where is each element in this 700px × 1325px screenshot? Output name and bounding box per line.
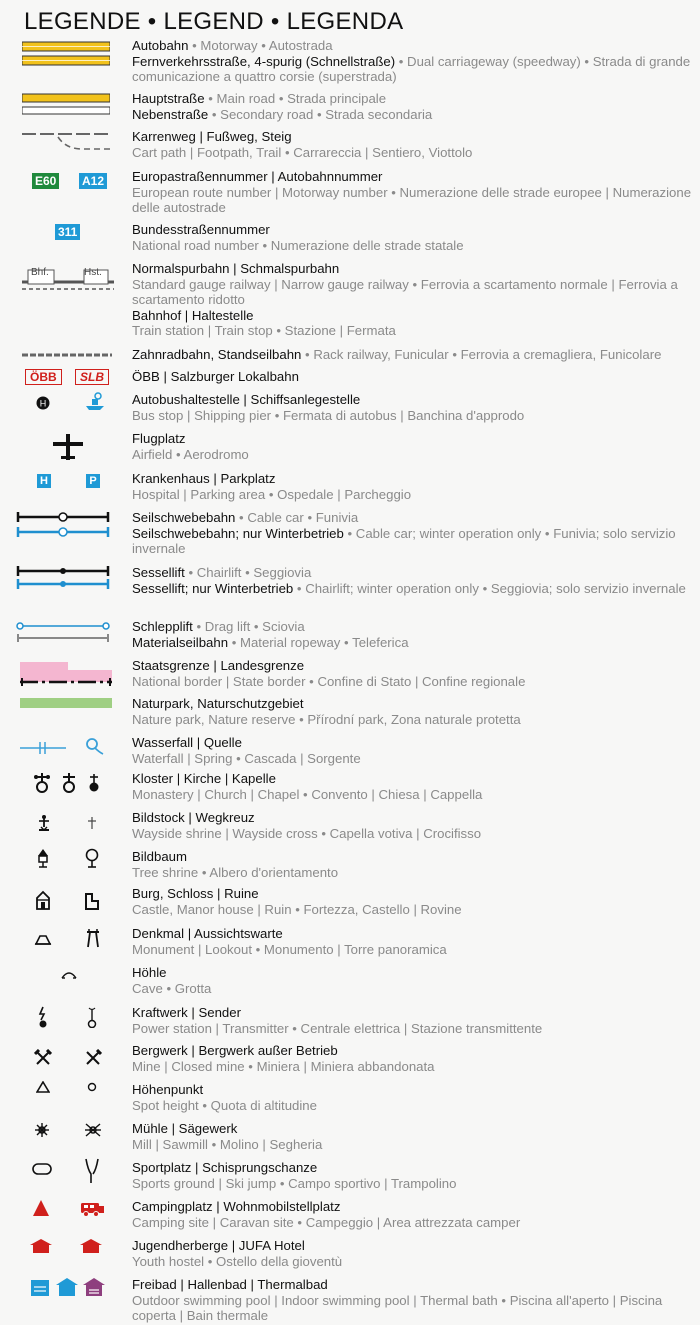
german-term: Kloster | Kirche | Kapelle [132, 771, 276, 786]
legend-entry-camping [132, 1199, 692, 1230]
german-term: Bundesstraßennummer [132, 222, 270, 237]
outdoor-pool-icon [30, 1279, 50, 1297]
chapel-icon [85, 772, 103, 794]
wayside-shrine-icon [36, 814, 52, 832]
legend-entry-drag-lift [132, 619, 692, 650]
bus-stop-icon [36, 396, 50, 410]
legend-entry-route-number [132, 169, 692, 216]
german-term: Bergwerk | Bergwerk außer Betrieb [132, 1043, 338, 1058]
legend-entry-airfield [132, 431, 692, 462]
motorway-number-badge [79, 173, 107, 189]
legend-entry-tree-shrine [132, 849, 692, 880]
translation-text: Nature park, Nature reserve • Přírodní park, Zona naturale protetta [132, 711, 521, 727]
translation-text: Power station | Transmitter • Centrale elettrica | Stazione transmittente [132, 1020, 543, 1036]
legend-entry-swimming-pool [132, 1277, 692, 1324]
airfield-icon [52, 432, 84, 462]
german-term: Campingplatz | Wohnmobilstellplatz [132, 1199, 341, 1214]
legend-title: LEGENDE • LEGEND • LEGENDA [24, 8, 404, 35]
legend-entry-bus-stop [132, 392, 692, 423]
german-term: Materialseilbahn [132, 634, 229, 650]
german-term: Seilschwebebahn; nur Winterbetrieb [132, 525, 344, 541]
german-term: Autobushaltestelle | Schiffsanlegestelle [132, 392, 361, 407]
svg-text:H: H [39, 398, 47, 409]
translation-text: National road number • Numerazione delle strade statale [132, 237, 464, 253]
german-term: Schlepplift [132, 619, 193, 634]
station-label: Bhf. [31, 267, 49, 278]
translation-text: • Dual carriageway (speedway) • Strada di grande comunicazione a quattro corsie (superstrada) [132, 53, 691, 85]
german-term: Mühle | Sägewerk [132, 1121, 238, 1136]
legend-entry-sports-ground [132, 1160, 692, 1191]
shipping-pier-icon [84, 392, 106, 412]
translation-text: • Main road • Strada principale [204, 91, 387, 106]
german-term: ÖBB | Salzburger Lokalbahn [132, 369, 299, 384]
german-term: Fernverkehrsstraße, 4-spurig (Schnellstraße) [132, 53, 396, 69]
monument-icon [34, 932, 52, 946]
german-term: Bildbaum [132, 849, 187, 864]
indoor-pool-icon [55, 1277, 79, 1297]
german-term: Höhle [132, 965, 167, 980]
mill-icon [34, 1122, 50, 1138]
power-station-icon [36, 1006, 50, 1028]
german-term: Bahnhof | Haltestelle [132, 307, 254, 323]
german-term: Burg, Schloss | Ruine [132, 886, 259, 901]
spot-height-triangle-icon [36, 1081, 50, 1093]
mine-icon [34, 1049, 52, 1067]
german-term: Höhenpunkt [132, 1082, 204, 1097]
tree-shrine-icon [36, 848, 50, 868]
translation-text: Castle, Manor house | Ruin • Fortezza, Castello | Rovine [132, 901, 462, 917]
caravan-site-icon [80, 1201, 106, 1217]
legend-entry-waterfall [132, 735, 692, 766]
translation-text: National border | State border • Confine di Stato | Confine regionale [132, 673, 526, 689]
legend-entry-wayside-shrine [132, 810, 692, 841]
legend-entry-spot-height [132, 1082, 692, 1113]
translation-text: • Material ropeway • Teleferica [228, 634, 409, 650]
legend-entry-cable-car [132, 510, 692, 557]
label: 311 [55, 224, 80, 240]
waterfall-icon [20, 740, 68, 756]
obb-logo [25, 369, 62, 385]
legend-entry-railway [132, 261, 692, 339]
german-term: Bildstock | Wegkreuz [132, 810, 255, 825]
german-term: Europastraßennummer | Autobahnnummer [132, 169, 383, 184]
cart-path-symbol [22, 129, 112, 155]
legend-entry-rack-railway [132, 347, 692, 363]
translation-text: Mill | Sawmill • Molino | Segheria [132, 1136, 323, 1152]
label: E60 [32, 173, 59, 189]
slb-logo [75, 369, 109, 385]
lookout-tower-icon [86, 928, 100, 948]
german-term: Sessellift; nur Winterbetrieb [132, 580, 294, 596]
legend-entry-power-station [132, 1005, 692, 1036]
label: P [86, 474, 100, 488]
translation-text: • Secondary road • Strada secondaria [208, 106, 433, 122]
camping-icon [32, 1199, 50, 1217]
german-term: Staatsgrenze | Landesgrenze [132, 658, 305, 673]
drag-lift-symbol [16, 620, 110, 644]
german-term: Sessellift [132, 565, 185, 580]
translation-text: Airfield • Aerodromo [132, 446, 249, 462]
legend-entry-main-road [132, 91, 692, 122]
wayside-cross-icon [86, 816, 98, 830]
legend-entry-monument [132, 926, 692, 957]
translation-text: Waterfall | Spring • Cascada | Sorgente [132, 750, 361, 766]
legend-entry-castle [132, 886, 692, 917]
translation-text: • Rack railway, Funicular • Ferrovia a cremagliera, Funicolare [301, 347, 662, 362]
legend-entry-national-road [132, 222, 692, 253]
translation-text: • Chairlift; winter operation only • Seggiovia; solo servizio invernale [293, 580, 686, 596]
jufa-hotel-icon [79, 1238, 103, 1254]
motorway-symbol [22, 40, 110, 68]
thermal-bath-icon [82, 1277, 106, 1297]
legend-entry-cart-path [132, 129, 692, 160]
legend-entry-monastery [132, 771, 692, 802]
legend-entry-mill [132, 1121, 692, 1152]
german-term: Zahnradbahn, Standseilbahn [132, 347, 302, 362]
main-road-symbol [22, 92, 110, 118]
translation-text: Standard gauge railway | Narrow gauge railway • Ferrovia a scartamento normale | Ferrovia a scartamento ridotto [132, 276, 678, 308]
hospital-icon [37, 474, 51, 488]
german-term: Flugplatz [132, 431, 186, 446]
german-term: Krankenhaus | Parkplatz [132, 471, 276, 486]
legend-entry-nature-park [132, 696, 692, 727]
national-road-badge [55, 224, 80, 240]
label: A12 [79, 173, 107, 189]
translation-text: Cave • Grotta [132, 980, 212, 996]
translation-text: European route number | Motorway number • Numerazione delle strade europee | Numerazione delle autostrade [132, 184, 692, 216]
translation-text: Wayside shrine | Wayside cross • Capella votiva | Crocifisso [132, 825, 482, 841]
translation-text: Monastery | Church | Chapel • Convento | Chiesa | Cappella [132, 786, 483, 802]
legend-entry-motorway [132, 38, 692, 85]
german-term: Kraftwerk | Sender [132, 1005, 241, 1020]
cave-icon [60, 968, 78, 980]
legend-entry-mine [132, 1043, 692, 1074]
border-symbol [20, 660, 112, 690]
legend-entry-youth-hostel [132, 1238, 692, 1269]
ski-jump-icon [84, 1158, 100, 1184]
german-term: Wasserfall | Quelle [132, 735, 242, 750]
european-route-badge [32, 173, 59, 189]
cable-car-symbol [16, 510, 110, 540]
legend-entry-obb [132, 369, 692, 385]
translation-text: Outdoor swimming pool | Indoor swimming pool | Thermal bath • Piscina all'aperto | Piscina coperta | Bain thermale [132, 1292, 663, 1324]
translation-text: Train station | Train stop • Stazione | Fermata [132, 323, 396, 339]
translation-text: Bus stop | Shipping pier • Fermata di autobus | Banchina d'approdo [132, 407, 525, 423]
german-term: Freibad | Hallenbad | Thermalbad [132, 1277, 328, 1292]
legend-entry-cave [132, 965, 692, 996]
translation-text: • Cable car; winter operation only • Funivia; solo servizio invernale [132, 525, 676, 557]
german-term: Sportplatz | Schisprungschanze [132, 1160, 318, 1175]
translation-text: Spot height • Quota di altitudine [132, 1097, 317, 1113]
spring-icon [84, 736, 106, 758]
closed-mine-icon [84, 1049, 102, 1067]
german-term: Autobahn [132, 38, 189, 53]
castle-icon [35, 890, 51, 910]
translation-text: • Motorway • Autostrada [188, 38, 333, 53]
parking-icon [86, 474, 100, 488]
legend-entry-chairlift [132, 565, 692, 596]
translation-text: Tree shrine • Albero d'orientamento [132, 864, 339, 880]
sports-ground-icon [32, 1163, 52, 1175]
chairlift-symbol [16, 565, 110, 591]
transmitter-icon [85, 1006, 99, 1028]
church-icon [60, 772, 78, 794]
tree-shrine-alt-icon [84, 848, 100, 868]
german-term: Jugendherberge | JUFA Hotel [132, 1238, 305, 1253]
translation-text: Youth hostel • Ostello della gioventù [132, 1253, 343, 1269]
youth-hostel-icon [29, 1238, 53, 1254]
rack-railway-symbol [22, 350, 112, 360]
german-term: Normalspurbahn | Schmalspurbahn [132, 261, 340, 276]
label: ÖBB [25, 369, 62, 385]
stop-label: Hst. [84, 267, 102, 278]
translation-text: • Drag lift • Sciovia [192, 619, 305, 634]
label: SLB [75, 369, 109, 385]
german-term: Seilschwebebahn [132, 510, 236, 525]
translation-text: Camping site | Caravan site • Campeggio | Area attrezzata camper [132, 1214, 521, 1230]
legend-entry-border [132, 658, 692, 689]
german-term: Hauptstraße [132, 91, 205, 106]
german-term: Karrenweg | Fußweg, Steig [132, 129, 292, 144]
translation-text: Mine | Closed mine • Miniera | Miniera abbandonata [132, 1058, 435, 1074]
legend-entry-hospital [132, 471, 692, 502]
translation-text: Hospital | Parking area • Ospedale | Parcheggio [132, 486, 412, 502]
translation-text: Cart path | Footpath, Trail • Carrareccia | Sentiero, Viottolo [132, 144, 473, 160]
spot-height-circle-icon [87, 1082, 97, 1092]
german-term: Naturpark, Naturschutzgebiet [132, 696, 304, 711]
translation-text: • Chairlift • Seggiovia [184, 565, 312, 580]
nature-park-symbol [20, 698, 112, 710]
monastery-icon [33, 772, 51, 794]
german-term: Nebenstraße [132, 106, 209, 122]
translation-text: Sports ground | Ski jump • Campo sportivo | Trampolino [132, 1175, 457, 1191]
german-term: Denkmal | Aussichtswarte [132, 926, 283, 941]
translation-text: Monument | Lookout • Monumento | Torre panoramica [132, 941, 447, 957]
translation-text: • Cable car • Funivia [235, 510, 359, 525]
ruin-icon [84, 892, 100, 910]
sawmill-icon [84, 1122, 102, 1138]
label: H [37, 474, 51, 488]
